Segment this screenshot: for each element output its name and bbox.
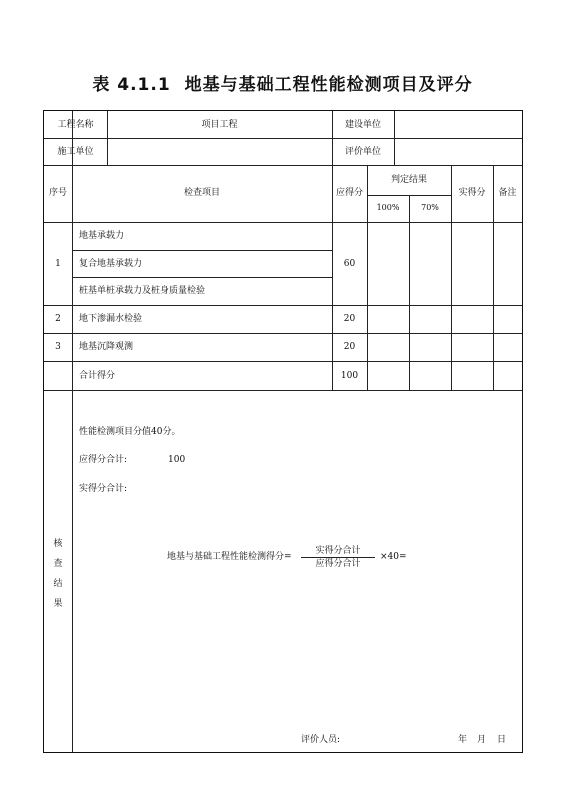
review-actual-total-label: 实得分合计: bbox=[79, 484, 128, 494]
review-side-2: 查 bbox=[53, 559, 63, 569]
table-number: 表 4.1.1 bbox=[92, 75, 171, 95]
col-seq: 序号 bbox=[48, 188, 67, 198]
row-3-due: 20 bbox=[343, 342, 356, 352]
col-judgement: 判定结果 bbox=[390, 175, 427, 185]
date-day: 日 bbox=[497, 735, 507, 745]
review-due-total-value: 100 bbox=[168, 455, 186, 465]
formula-denominator: 应得分合计 bbox=[315, 559, 361, 569]
row-1-item-3: 桩基单桩承载力及桩身质量检验 bbox=[79, 286, 206, 296]
review-side-4: 果 bbox=[53, 599, 63, 609]
date-month: 月 bbox=[477, 735, 487, 745]
col-remark: 备注 bbox=[498, 188, 517, 198]
row-1-item-1: 地基承载力 bbox=[79, 231, 125, 241]
row-2-due: 20 bbox=[343, 314, 356, 324]
table-title: 地基与基础工程性能检测项目及评分 bbox=[184, 75, 473, 95]
row-1-seq: 1 bbox=[55, 259, 61, 269]
row-1-due: 60 bbox=[343, 259, 356, 269]
row-1-item-2: 复合地基承载力 bbox=[79, 259, 143, 269]
row-3-seq: 3 bbox=[55, 342, 61, 352]
builder-label: 建设单位 bbox=[344, 120, 381, 130]
col-pct70: 70% bbox=[421, 203, 439, 212]
evaluator-person-label: 评价人员: bbox=[301, 735, 341, 745]
contractor-label: 施工单位 bbox=[57, 147, 94, 157]
rule-v-seq bbox=[72, 111, 73, 752]
rule-total bbox=[44, 390, 522, 391]
page-title bbox=[0, 70, 565, 95]
formula-prefix: 地基与基础工程性能检测得分= bbox=[167, 552, 292, 562]
review-line-1: 性能检测项目分值40分。 bbox=[79, 427, 181, 437]
date-year: 年 bbox=[458, 735, 468, 745]
col-actual-score: 实得分 bbox=[458, 188, 486, 198]
formula-numerator: 实得分合计 bbox=[315, 546, 361, 556]
total-due: 100 bbox=[340, 371, 359, 381]
col-due-score: 应得分 bbox=[335, 188, 363, 198]
formula-suffix: ×40= bbox=[380, 552, 407, 562]
col-pct100: 100% bbox=[376, 203, 400, 212]
row-2-seq: 2 bbox=[55, 314, 61, 324]
total-label: 合计得分 bbox=[79, 371, 116, 381]
project-name-value: 项目工程 bbox=[201, 120, 238, 130]
rule-v-pct bbox=[409, 195, 410, 390]
review-side-1: 核 bbox=[53, 539, 63, 549]
row-3-item: 地基沉降观测 bbox=[79, 342, 134, 352]
rule-sub-1 bbox=[72, 250, 332, 251]
rule-sub-2 bbox=[72, 277, 332, 278]
evaluator-unit-label: 评价单位 bbox=[344, 147, 381, 157]
review-due-total-label: 应得分合计: bbox=[79, 455, 128, 465]
evaluation-table bbox=[43, 110, 523, 753]
review-side-3: 结 bbox=[53, 579, 63, 589]
rule-header-1 bbox=[44, 138, 522, 139]
col-item: 检查项目 bbox=[183, 188, 220, 198]
row-2-item: 地下渗漏水检验 bbox=[79, 314, 143, 324]
rule-v-builder bbox=[394, 111, 395, 165]
rule-v-due bbox=[367, 165, 368, 390]
project-name-label: 工程名称 bbox=[57, 120, 94, 130]
